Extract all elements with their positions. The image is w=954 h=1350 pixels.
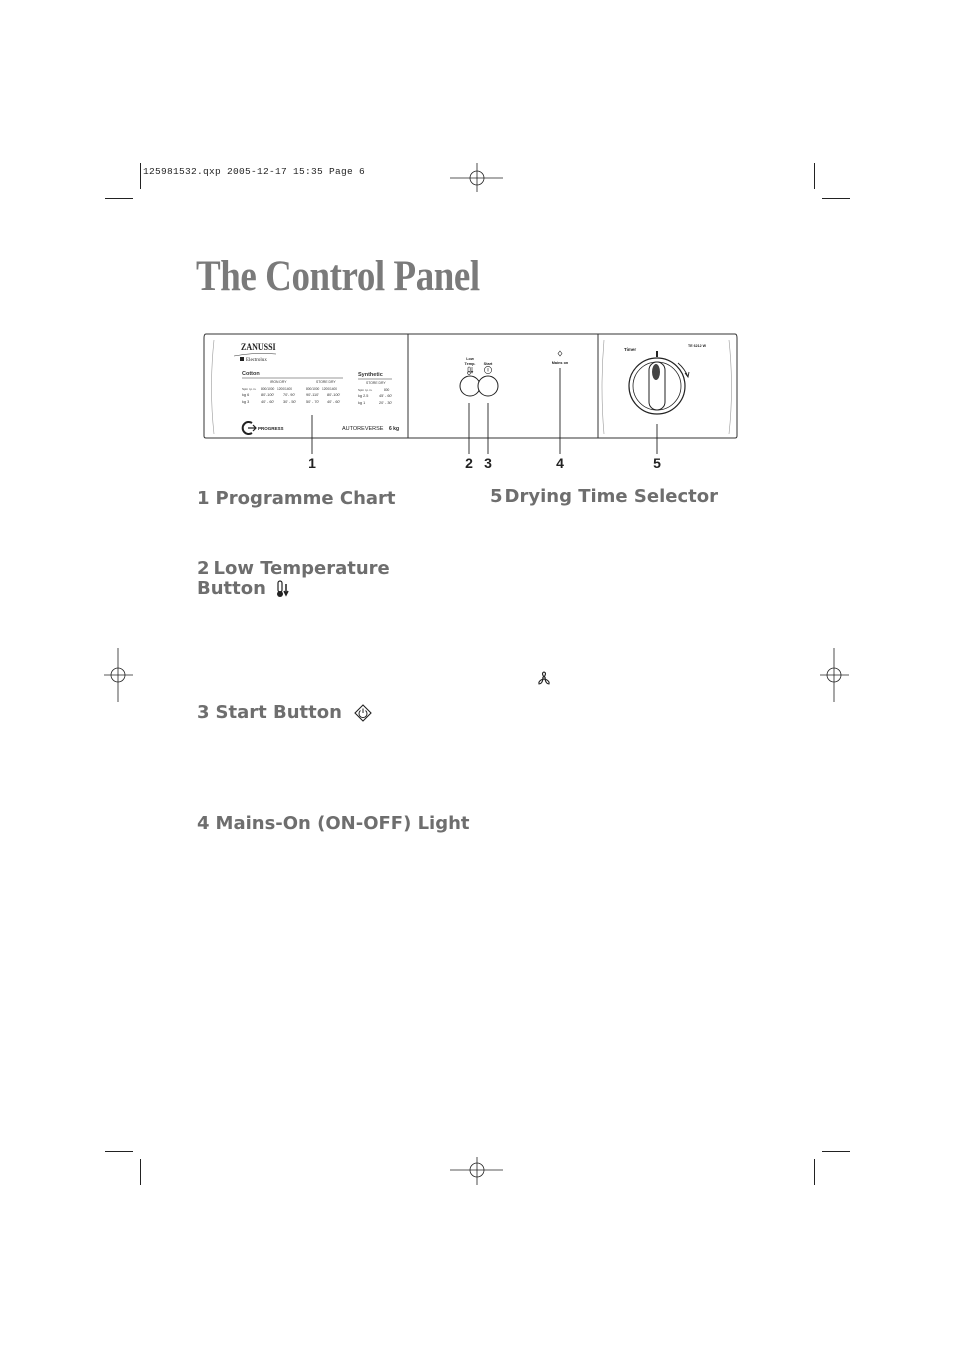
svg-text:Start: Start (483, 362, 493, 366)
section-heading-drying-time-selector: 5 Drying Time Selector (490, 486, 718, 507)
svg-text:80'-100': 80'-100' (327, 393, 341, 397)
low-temp-button[interactable] (460, 376, 480, 396)
cotton-label: Cotton (242, 371, 260, 377)
table-row: kg 1 (358, 401, 366, 405)
timer-label: Timer (624, 347, 637, 352)
section-heading-programme-chart: 1 Programme Chart (197, 488, 396, 509)
model-label: TE 6212 W (688, 344, 706, 348)
section-heading-low-temperature-button: 2 Low Temperature Button (197, 558, 390, 599)
section-heading-mains-on-light: 4 Mains-On (ON-OFF) Light (197, 813, 470, 834)
svg-text:Spin r.p.m.: Spin r.p.m. (242, 387, 257, 391)
autoreverse-label: AUTOREVERSE (342, 426, 384, 432)
sub-brand-logo: Electrolux (246, 358, 267, 363)
svg-text:STORE DRY: STORE DRY (316, 380, 336, 384)
synthetic-label: Synthetic (358, 372, 383, 378)
start-diamond-icon (484, 366, 491, 373)
page-title: The Control Panel (196, 253, 480, 300)
start-button[interactable] (478, 376, 498, 396)
section-heading-start-button: 3 Start Button (197, 703, 372, 723)
callout-5: 5 (653, 455, 661, 471)
capacity-label: 6 kg (389, 426, 400, 432)
file-slug: 125981532.qxp 2005-12-17 15:35 Page 6 (143, 166, 366, 177)
svg-text:Low: Low (466, 357, 474, 361)
registration-mark-icon (104, 648, 133, 702)
svg-text:80'-100': 80'-100' (261, 393, 275, 397)
svg-text:IRON DRY: IRON DRY (270, 380, 287, 384)
fan-icon (539, 672, 549, 684)
svg-text:800/1000: 800/1000 (261, 387, 275, 391)
thermometer-down-icon (468, 367, 473, 374)
mains-on-label: Mains on (551, 361, 569, 365)
start-diamond-icon (354, 704, 372, 722)
programme-chart (242, 371, 393, 405)
svg-text:30' - 50': 30' - 50' (283, 400, 297, 404)
brand-logo: ZANUSSI (241, 341, 276, 353)
svg-text:50' - 70': 50' - 70' (306, 400, 320, 404)
svg-text:800: 800 (384, 388, 390, 392)
svg-text:Spin r.p.m.: Spin r.p.m. (358, 388, 373, 392)
callout-1: 1 (308, 455, 316, 471)
svg-text:PROGRESS: PROGRESS (258, 426, 284, 431)
registration-mark-icon (450, 163, 503, 192)
callout-4: 4 (556, 455, 564, 471)
svg-text:40' - 60': 40' - 60' (261, 400, 275, 404)
table-row: kg 6 (242, 393, 250, 397)
svg-text:1200/1400: 1200/1400 (322, 387, 338, 391)
svg-text:70'- 90': 70'- 90' (283, 393, 296, 397)
registration-mark-icon (820, 648, 849, 702)
svg-text:1200/1400: 1200/1400 (277, 387, 293, 391)
svg-text:20' - 30': 20' - 30' (379, 401, 393, 405)
svg-text:40' - 60': 40' - 60' (327, 400, 341, 404)
timer-dial[interactable] (629, 358, 685, 414)
svg-text:800/1000: 800/1000 (306, 387, 320, 391)
registration-mark-icon (450, 1157, 503, 1185)
thermometer-down-icon (276, 580, 290, 598)
svg-text:90'-110': 90'-110' (306, 393, 319, 397)
svg-text:Temp.: Temp. (464, 362, 476, 366)
svg-text:45' - 60': 45' - 60' (379, 394, 393, 398)
callout-2: 2 (465, 455, 473, 471)
callout-3: 3 (484, 455, 492, 471)
mains-on-light-icon (558, 351, 562, 356)
table-row: kg 2.5 (358, 394, 369, 398)
table-row: kg 3 (242, 400, 250, 404)
svg-text:STORE DRY: STORE DRY (366, 381, 386, 385)
progress-logo (243, 422, 284, 434)
